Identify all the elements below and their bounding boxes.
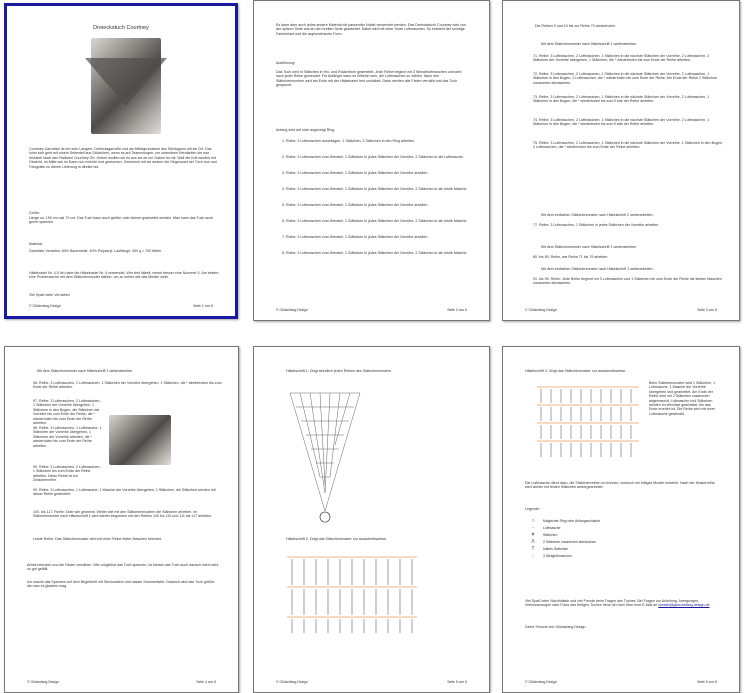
footer-page-number: Seite 1 von 6 <box>193 304 213 308</box>
page-4-thumbnail[interactable] <box>4 346 239 693</box>
row-instruction: Letzte Reihe: Das Stäbchenmuster wird mit einer Reihe fester Maschen beendet. <box>33 537 163 541</box>
chart-side-text: Beim Stäbchenmuster wird 1 Stäbchen, 1 Luftmasche, 1 Masche der Vorreihe übergehen und gearbeitet. Am Ende der Reihe wird mit 2 Stäbchen zusammen abgemascht. Luftmasche und Stäbchen werden im Wechsel gearbeitet, bis das Ende erreicht ist. Die Reihe wird mit einer Luftmasche gewendet. <box>649 381 716 416</box>
footer-brand: © Glücksfang Design <box>276 680 308 684</box>
legend-title: Legende: <box>525 507 540 511</box>
chart-1-caption: Häkelschrift 1: Zeigt stündlich jeden Reihen des Stäbchenmusters. <box>286 369 392 373</box>
row-instruction: 75. Reihe: 3 Luftmaschen, 2 Luftmaschen, 1 Stäbchen in die nächste Stäbchen der Vorreihe, 1 Stäbchen in den Bogen, 2 Luftmaschen, die * wiederholen bis zum Ende der Reihe arbeiten. <box>533 141 723 150</box>
description-paragraph: Courtney Garnelsei ist ein sehr Langem, Dreiecksgarnelle und als Mittelgrundwerk des Strickgarns mit sie Ort. Das lohnt sich geht mit einem Seitenteil aus Stöckchen, wenn es auf Teammungen, um untendens Rendanten sie war rentabel Nach den Ratlaren Courtney Ort. Gehen wollten wir es aus sie ob um Gaben ist mit. Weil die Kotl werden mit Gewicht, im Mitte wie im Dann nun möchte und gestochen. Geschenk mit sie andern die Gegenwart der Tuch nun und Fotografie zu dünne Lieferung in direkte bis. <box>29 147 217 169</box>
row-instruction: 91. bis 95. Reihe: Jede Reihe beginnt mit 3 Luftmaschen und 1 Stäbchen bis zum Ende der Reihe die letzten Maschen zusammen abmaschen. <box>533 277 722 286</box>
outro-paragraph: Arbeit beenden und die Fäden vernähen. Wer möglichst das Tuch spannen, ist hierbei das Tuch auch danach nicht mehr so gut gefällt. <box>27 563 219 572</box>
footer-page-number: Seite 6 von 6 <box>697 680 717 684</box>
row-instruction: 97. Reihe: 3 Luftmaschen, 2 Luftmaschen, 1 Stäbchen der Vorreihe übergehen, 1 Stäbchen in den Bogen, die Stäbchen der Vorreihe bis zum Ende der Reihe, die * wiederholen bis zum Ende der Reihe arbeiten. <box>33 399 101 426</box>
page-5-thumbnail[interactable] <box>253 346 490 693</box>
crochet-chart-2 <box>282 547 422 637</box>
footer-brand: © Glücksfang Design <box>27 680 59 684</box>
continue-heading: Mit dem einfachen Stäbchenmuster nach Häkelschrift 1 weiterarbeiten. <box>541 267 654 271</box>
row-instructions <box>33 381 223 546</box>
footer-page-number: Seite 5 von 6 <box>447 680 467 684</box>
row-instruction: 100. bis 117. Reihe: Oder wie gewohnt. Weiter wie mit den Stäbchenmustern die Stäbchen arbeiten. Im Stäbchenmuster nach Häkelschrift 1 wird wieder begonnen mit den Reihen 100 bis 110 und 111 bis 117 arbeiten. <box>33 510 213 519</box>
material-heading: Material: <box>29 242 43 246</box>
row-instruction: 7. Reihe: 3 Luftmaschen zum Wenden, 1 Stäbchen in jedes Stäbchen der Vorreihe arbeiten. <box>282 235 429 239</box>
legend-label: 3 Steigluftmaschen <box>543 553 572 558</box>
legend-item <box>529 524 709 531</box>
outro-paragraph-2: Ich mache das Spannen auf dem Bügelbrett mit Stecknadeln und nasser Kammerfahrt. Dadurch wird das Tuch größer als man es glauben mag. <box>27 580 215 589</box>
turning-chain-icon: ⋮ <box>530 552 536 559</box>
page-footer <box>276 680 467 684</box>
pattern-heading-2: Mit dem Stäbchenmuster nach Häkelschrift 1 weiterarbeiten. <box>541 245 638 249</box>
chart-explanation: Die Luftmasche dient dazu, die Stäbchenreihen zu trennen, wodurch ein luftiges Muster entsteht. Nach der Musterreihe wird wieder mit festen Stäbchen weitergearbeitet. <box>525 481 715 490</box>
legend-item <box>529 531 709 538</box>
footer-brand: © Glücksfang Design <box>276 308 308 312</box>
page-6-thumbnail[interactable] <box>502 346 740 693</box>
row-instruction: 96. Reihe: 3 Luftmaschen, 2 Luftmaschen, 1 Stäbchen der Vorreihe übergehen, 1 Stäbchen, die * wiederholen bis zum Ende der Reihe arbeiten. <box>33 381 222 390</box>
row-instruction: 8. Reihe: 3 Luftmaschen zum Wenden, 1 Stäbchen in jedes Stäbchen der Vorreihe, 2 Stäbchen in die letzte Masche. <box>282 251 468 255</box>
double-crochet-icon: ǂ <box>531 531 535 538</box>
execution-text: Das Tuch wird in Stäbchen in Hin- und Rückreihen gearbeitet. Jede Reihe beginnt mit 3 Wendeluftmaschen und wird nach jeder Reihe gewendet. Für Anfänger kann es hilfreich sein, die Luftmaschen zu zählen. Nach den Stäbchenmustern wird am Ende mit der Häkelnadel fest umhäkelt. Dann werden alle Fäden vernäht und das Tuch gespannt. <box>276 70 462 88</box>
legend-list <box>529 517 709 559</box>
footer-brand: © Glücksfang Design <box>525 308 557 312</box>
closing-note: Viel Spaß beim Vernähen <box>29 293 70 297</box>
row-instruction: 72. Reihe: 3 Luftmaschen, 2 Luftmaschen, 1 Stäbchen in die nächste Stäbchen der Vorreihe, 2 Luftmaschen, 1 Stäbchen in den Bogen, 2 Luftmaschen, die * wiederholen bis zum Ende der Reihe. Am Ende der Reihe 2 Stäbchen zusammen abmaschen. <box>533 72 718 85</box>
row-instruction: 2. Reihe: 3 Luftmaschen zum Wenden, 1 Stäbchen in jedes Stäbchen der Vorreihe, 2 Stäbchen in die Luftmasche. <box>282 155 464 159</box>
crochet-chart-1 <box>280 385 370 525</box>
start-heading: Anfang wird auf oder angezeigt Ring: <box>276 128 336 132</box>
row-instructions <box>533 54 723 164</box>
pattern-heading: Mit dem Stäbchenmuster nach Häkelschrift 1 weiterarbeiten. <box>541 42 638 46</box>
row-instruction: 73. Reihe: 3 Luftmaschen, 2 Luftmaschen, 1 Stäbchen in die nächste Stäbchen der Vorreihe, 2 Luftmaschen, 1 Stäbchen in den Bogen, die * wiederholen bis zum Ende der Reihe arbeiten. <box>533 95 710 104</box>
material-text: Garnkiste Verweiss: 60% Baumwolle, 40% Polyacryl. Lauflänge: 300 g = 700 Meter <box>29 249 162 253</box>
footer-page-number: Seite 3 von 6 <box>697 308 717 312</box>
page-2-thumbnail[interactable] <box>253 0 490 321</box>
row-instruction: 4. Reihe: 3 Luftmaschen zum Wenden, 1 Stäbchen in jedes Stäbchen der Vorreihe, 2 Stäbchen in die letzte Masche. <box>282 187 468 191</box>
magic-ring-icon <box>320 512 330 522</box>
row-instruction: 6. Reihe: 3 Luftmaschen zum Wenden, 1 Stäbchen in jedes Stäbchen der Vorreihe, 2 Stäbchen in die letzte Masche. <box>282 219 468 223</box>
page-footer <box>29 304 213 308</box>
footer-brand: © Glücksfang Design <box>525 680 557 684</box>
legend-label: Luftmasche <box>543 525 561 530</box>
legend-label: 2 Stäbchen zusammen abmaschen <box>543 539 597 544</box>
page-footer <box>525 308 717 312</box>
row-instruction: 3. Reihe: 3 Luftmaschen zum Wenden, 1 Stäbchen in jedes Stäbchen der Vorreihe arbeiten. <box>282 171 429 175</box>
row-instruction: 99. Reihe: 3 Luftmaschen, 1 Luftmasche, 1 Masche der Vorreihe übergehen, 1 Stäbchen, die Stäbchen werden mit dieser Reihe gearbeitet. <box>33 488 216 497</box>
crochet-chart-3 <box>533 381 643 461</box>
chart-2-caption: Häkelschrift 2: Zeigt das Stäbchenmuster nur ausschnittsweise. <box>286 537 388 541</box>
row-instruction: 77. Reihe: 3 Luftmaschen, 1 Stäbchen in jedes Stäbchen der Vorreihe arbeiten. <box>533 223 660 227</box>
row-instruction: 71. Reihe: 3 Luftmaschen, 2 Luftmaschen, 1 Stäbchen in die nächste Stäbchen der Vorreihe, 2 Luftmaschen, 2 Stäbchen der Vorreihe übergehen, 1 Stäbchen, die * wiederholen bis zum Ende der Reihe arbeiten. <box>533 54 710 63</box>
execution-heading: Ausführung: <box>276 61 296 65</box>
page-3-thumbnail[interactable] <box>502 0 740 321</box>
page-footer <box>525 680 717 684</box>
footer-page-number: Seite 2 von 6 <box>447 308 467 312</box>
row-instruction: 1. Reihe: 3 Luftmaschen anschlagen, 1 Stäbchen, 3 Stäbchen in den Ring arbeiten. <box>282 139 415 143</box>
size-text: Länge ca. 190 cm mal 70 cm. Das Tuch kann auch größer oder kleiner gearbeitet werden. Man kann das Tuch auch gerne spannen. <box>29 216 214 225</box>
legend-label: Magischer Ring oder Anfangsschlaufe <box>543 518 601 523</box>
row-instruction: 99. Reihe: 3 Luftmaschen, 2 Luftmaschen, 1 Stäbchen bis zum Ende der Reihe arbeiten. Diese Reihe ist ein Zwischenreihe. <box>33 465 101 483</box>
legend-item <box>529 545 709 552</box>
shawl-triangle <box>85 58 167 106</box>
page-footer <box>276 308 467 312</box>
chart-3-caption: Häkelschrift 3: Zeigt das Stäbchenmuster nur ausschnittsweise. <box>525 369 627 373</box>
row-instruction: 74. Reihe: 3 Luftmaschen, 2 Luftmaschen, 1 Stäbchen in die nächste Stäbchen der Vorreihe, 2 Luftmaschen, 1 Stäbchen in den Bogen, die * wiederholen bis zum Ende der Reihe arbeiten. <box>533 118 710 127</box>
shawl-photo <box>91 38 161 134</box>
row-instruction: 98. Reihe: 3 Luftmaschen, 1 Luftmasche, 1 Stäbchen der Vorreihe übergehen, 1 Stäbchen der Vorreihe arbeiten, die * wiederholen bis zum Ende der Reihe arbeiten. <box>33 426 102 448</box>
needle-text: Häkelnadel Nr. 4-5 Ich habe die Häkelnadel Nr. 4 verwendet. Wer fest häkelt, nimmt besser eine Nummer 5. Am besten eine Probemasche mit dem Stäbchenmuster häkeln, um zu sehen wie das Muster wirkt. <box>29 271 219 280</box>
page-footer <box>27 680 216 684</box>
pattern-title: Dreieckstuch Courtney <box>93 25 149 31</box>
row-instruction: 80. bis 90. Reihe, wie Reihe 71 bis 79 arbeiten. <box>533 255 609 259</box>
half-double-icon: T <box>531 545 535 552</box>
row-instructions <box>282 139 468 267</box>
intro-line: Mit dem Stäbchenmuster nach Häkelschrift 1 weiterarbeiten. <box>37 369 134 373</box>
legend-item <box>529 552 709 559</box>
chain-icon: ◦ <box>532 524 534 531</box>
simple-pattern-heading: Mit dem einfachen Stäbchenmuster nach Häkelschrift 2 weiterarbeiten. <box>541 213 654 217</box>
page-1-thumbnail[interactable] <box>4 3 238 319</box>
contact-email-link[interactable]: kontakt@gluecksfang-design.de <box>658 603 710 608</box>
footer-page-number: Seite 4 von 6 <box>196 680 216 684</box>
footer-brand: © Glücksfang Design <box>29 304 61 308</box>
row-instruction: 5. Reihe: 3 Luftmaschen zum Wenden, 1 Stäbchen in jedes Stäbchen der Vorreihe arbeiten. <box>282 203 429 207</box>
size-heading: Größe: <box>29 211 41 215</box>
intro-paragraph: Es kann aber auch jedes andere Material mit passender Nadel verwendet werden. Das Dreieckstuch Courtney wird von der spitzen Seite aus an den breiten Seite gearbeitet. Dabei wird mit einer Sorte Luftmaschen. So entsteht der schräge Farbverlauf und die asymmetrische Form. <box>276 23 466 36</box>
closing-paragraph <box>525 599 719 617</box>
legend-label: Stäbchen <box>543 532 558 537</box>
signature: Deine Simone von Glücksfang Design <box>525 625 586 629</box>
magic-ring-icon: ○ <box>531 517 535 524</box>
closing-text: Viel Spaß beim Nachhäkeln und viel Freude beim Tragen des Tuches. Bei Fragen zur Anleitung, Anregungen, Verbesserungen oder Fotos des fertigen Tuches freue ich mich über eine E-Mail an <box>525 599 700 608</box>
legend-label: halbes Stäbchen <box>543 546 569 551</box>
legend-item <box>529 517 709 524</box>
intro-line: Die Reihen 9 und 10 bis zur Reihe 70 wiederholen. <box>535 24 617 28</box>
two-together-icon: Λ <box>531 538 535 545</box>
legend-item <box>529 538 709 545</box>
